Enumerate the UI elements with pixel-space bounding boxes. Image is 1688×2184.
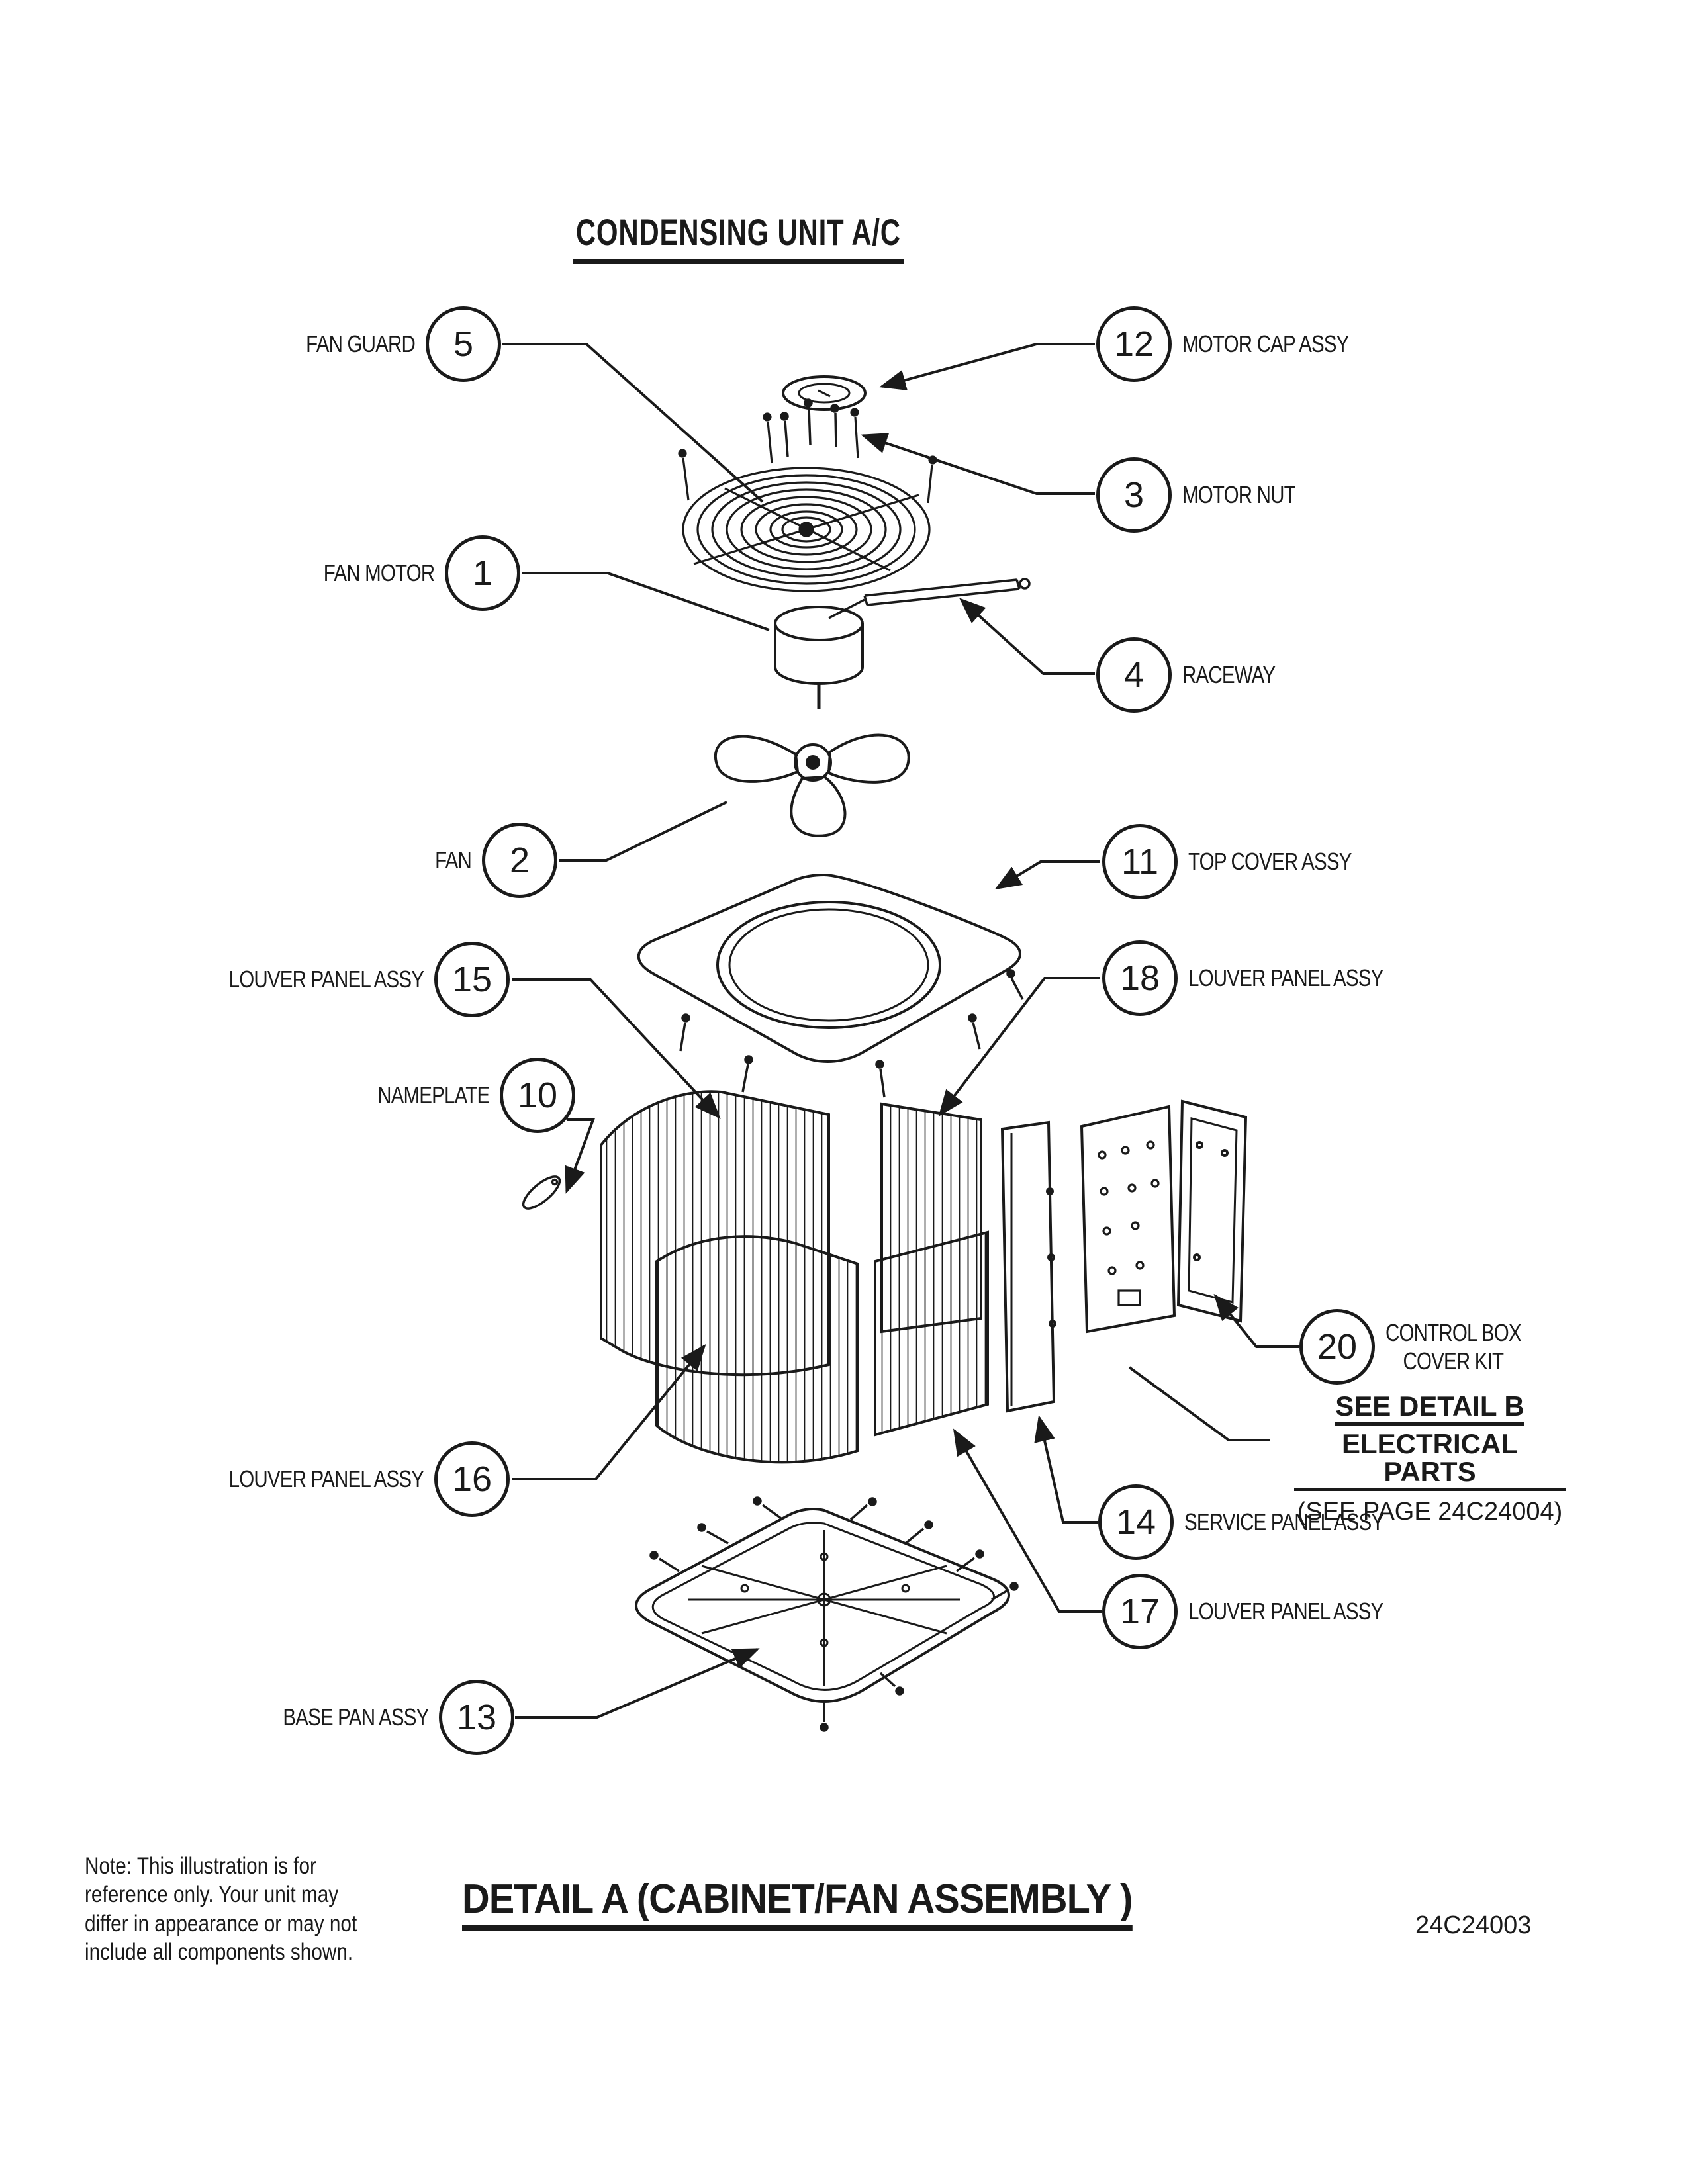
page-title: CONDENSING UNIT A/C — [573, 210, 904, 264]
callout-top-cover — [1102, 824, 1387, 899]
callout-number: 14 — [1098, 1484, 1174, 1560]
see-detail-b-line3: (SEE PAGE 24C24004) — [1297, 1498, 1563, 1525]
part-base-pan — [636, 1498, 1017, 1731]
leader-fan — [559, 802, 727, 860]
leader-control-box-cover — [1215, 1296, 1299, 1347]
callout-label: FAN — [435, 846, 471, 874]
see-detail-b-line1: SEE DETAIL B — [1335, 1392, 1524, 1426]
leader-fan-guard — [502, 344, 763, 502]
leader-see-detail-b — [1129, 1367, 1270, 1440]
callout-motor-cap — [1096, 306, 1385, 382]
detail-a-heading: DETAIL A (CABINET/FAN ASSEMBLY ) — [462, 1876, 1132, 1931]
callout-number: 1 — [445, 535, 520, 611]
callout-louver-panel-16 — [186, 1441, 510, 1517]
part-control-box-cover — [1178, 1101, 1246, 1321]
callout-fan-guard — [282, 306, 501, 382]
see-detail-b-line2: ELECTRICAL PARTS — [1294, 1430, 1566, 1491]
callout-label: FAN GUARD — [306, 330, 415, 357]
callout-nameplate — [353, 1058, 575, 1133]
reference-note-line4: include all components shown. — [85, 1939, 353, 1966]
callout-number: 17 — [1102, 1574, 1178, 1649]
part-louver-panel-16 — [657, 1236, 858, 1462]
callout-number: 11 — [1102, 824, 1178, 899]
document-number: 24C24003 — [1415, 1911, 1532, 1939]
part-nameplate — [519, 1171, 565, 1214]
reference-note-line3: differ in appearance or may not — [85, 1910, 357, 1936]
callout-label: LOUVER PANEL ASSY — [1188, 964, 1383, 991]
part-fan-motor — [775, 607, 863, 709]
part-fan-guard — [679, 409, 936, 591]
callout-number: 2 — [482, 823, 557, 898]
callout-label: SERVICE PANEL ASSY — [1184, 1508, 1384, 1535]
callout-number: 4 — [1096, 637, 1172, 713]
callout-motor-nut — [1096, 457, 1320, 533]
callout-label: LOUVER PANEL ASSY — [1188, 1598, 1383, 1625]
callout-base-pan — [251, 1680, 514, 1755]
leader-top-cover — [997, 862, 1100, 888]
callout-number: 18 — [1102, 940, 1178, 1016]
leader-service-panel — [1039, 1418, 1098, 1522]
leader-motor-cap — [882, 344, 1095, 387]
reference-note-line2: reference only. Your unit may — [85, 1882, 339, 1908]
callout-number: 3 — [1096, 457, 1172, 533]
leader-raceway — [961, 600, 1095, 674]
callout-number: 20 — [1299, 1309, 1375, 1385]
callout-label-line1: CONTROL BOX — [1385, 1318, 1521, 1346]
callout-fan-motor — [299, 535, 520, 611]
leader-motor-nut — [863, 435, 1095, 494]
leader-fan-motor — [522, 573, 769, 630]
callout-label: RACEWAY — [1182, 661, 1276, 688]
part-control-box — [1082, 1107, 1174, 1332]
callout-louver-panel-17 — [1102, 1574, 1426, 1649]
callout-louver-panel-18 — [1102, 940, 1426, 1016]
callout-number: 13 — [439, 1680, 514, 1755]
part-fan — [716, 735, 909, 836]
callout-control-box-cover — [1299, 1309, 1551, 1385]
part-motor-cap — [783, 377, 865, 410]
callout-fan — [427, 823, 557, 898]
callout-louver-panel-15 — [186, 942, 510, 1017]
callout-number: 15 — [434, 942, 510, 1017]
callout-label-line2: COVER KIT — [1403, 1347, 1504, 1375]
callout-number: 10 — [500, 1058, 575, 1133]
callout-label: MOTOR NUT — [1182, 481, 1295, 508]
part-louver-panel-17 — [875, 1232, 988, 1435]
leader-louver-18 — [940, 978, 1100, 1115]
reference-note-line1: Note: This illustration is for — [85, 1853, 316, 1879]
leader-base-pan — [515, 1649, 757, 1717]
callout-label — [1385, 1318, 1521, 1375]
callout-label: TOP COVER ASSY — [1188, 848, 1352, 875]
callout-label: LOUVER PANEL ASSY — [228, 966, 424, 993]
see-detail-b-note — [1294, 1392, 1566, 1524]
reference-note — [85, 1852, 357, 1967]
callout-raceway — [1096, 637, 1295, 713]
callout-label: NAMEPLATE — [377, 1081, 489, 1109]
title-wrap — [0, 210, 1476, 264]
callout-number: 12 — [1096, 306, 1172, 382]
part-top-cover — [639, 875, 1023, 1097]
callout-label: LOUVER PANEL ASSY — [228, 1465, 424, 1492]
callout-number: 5 — [426, 306, 501, 382]
callout-label: BASE PAN ASSY — [282, 1704, 428, 1731]
part-service-panel — [1002, 1122, 1055, 1411]
callout-label: MOTOR CAP ASSY — [1182, 330, 1349, 357]
callout-number: 16 — [434, 1441, 510, 1517]
callout-label: FAN MOTOR — [323, 559, 434, 586]
